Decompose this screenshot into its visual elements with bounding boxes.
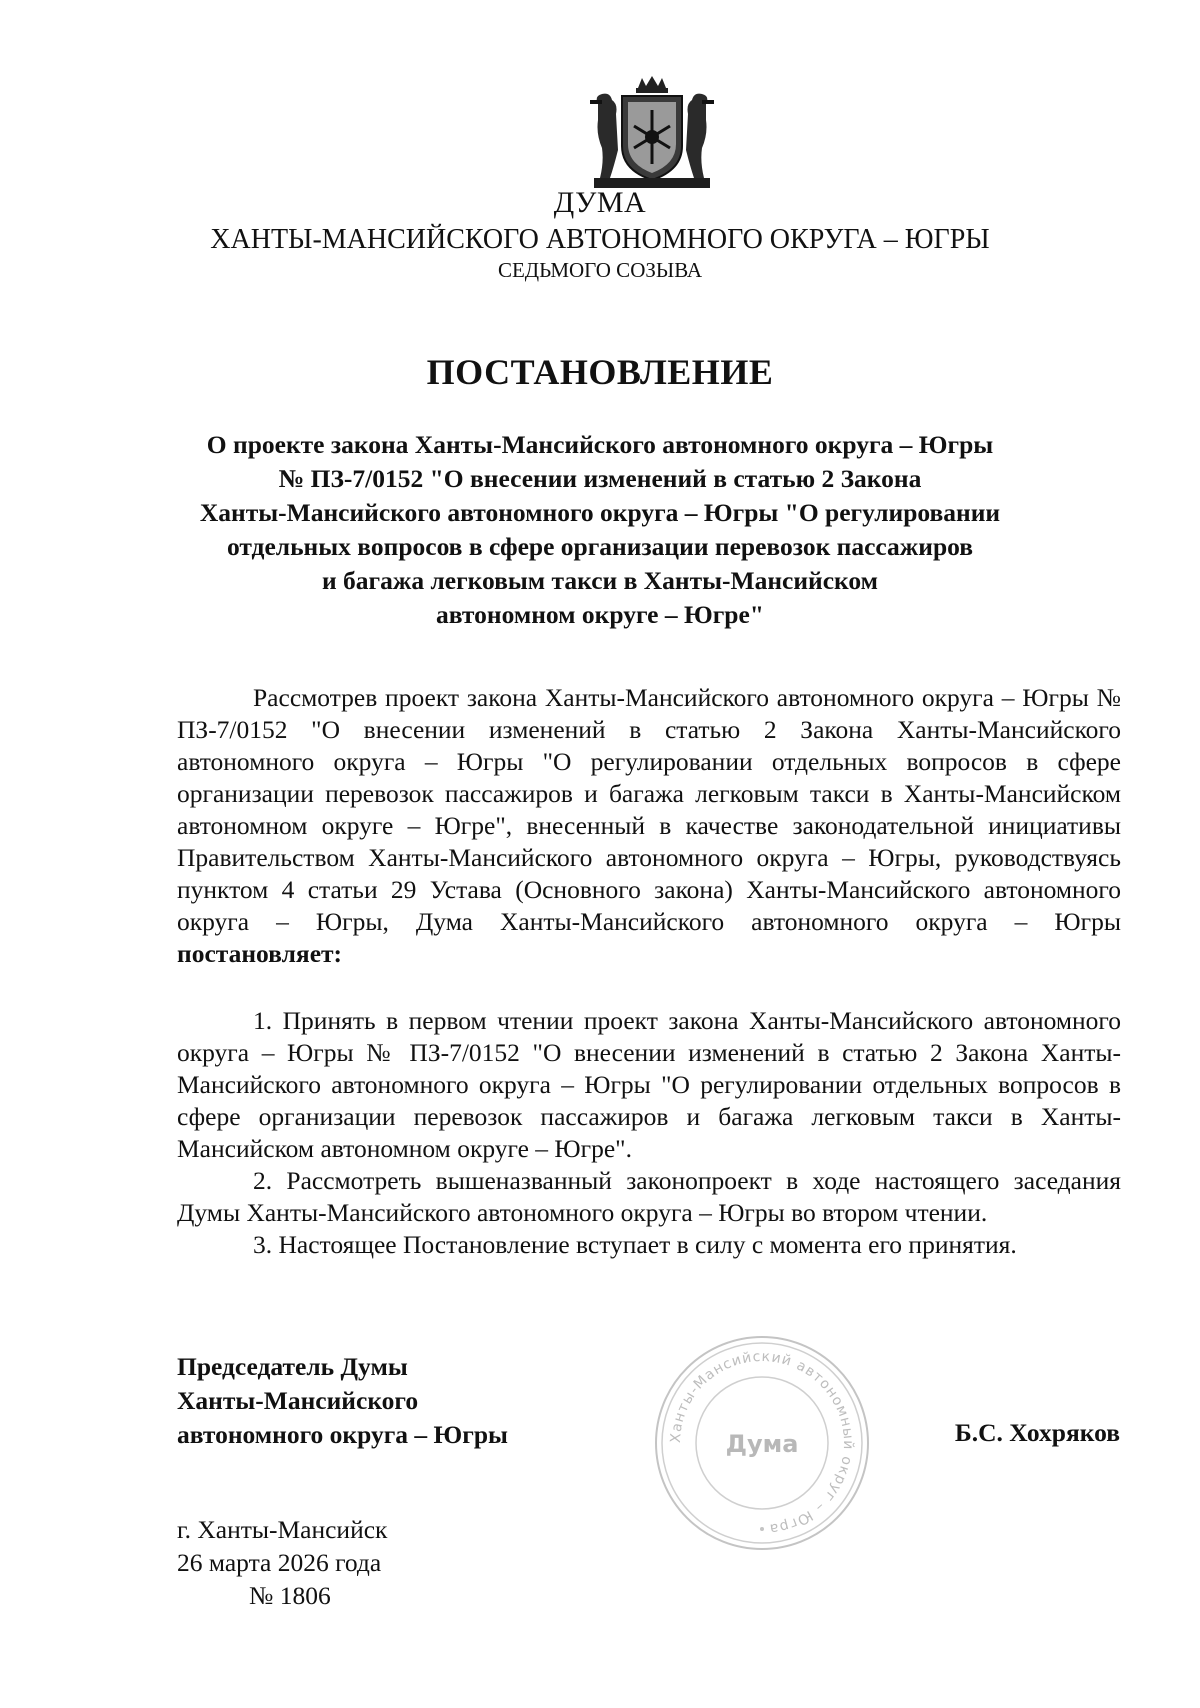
convocation: СЕДЬМОГО СОЗЫВА bbox=[497, 258, 703, 282]
city: г. Ханты-Мансийск bbox=[177, 1515, 388, 1544]
position-line: Председатель Думы bbox=[177, 1352, 408, 1381]
position-line: Ханты-Мансийского bbox=[177, 1386, 419, 1415]
document-footer bbox=[177, 1513, 387, 1612]
subject-line: отдельных вопросов в сфере организации перевозок пассажиров bbox=[226, 532, 974, 561]
subject-line: и багажа легковым такси в Ханты-Мансийском bbox=[321, 566, 879, 595]
resolution-item: 1. Принять в первом чтении проект закона Ханты-Мансийского автономного округа – Югры № ПЗ-7/0152 "О внесении изменений в статью 2 Закона Ханты-Мансийского автономного округа – Югры "О регулировании отдельных вопросов в сфере организации перевозок пассажиров и багажа легковым такси в Ханты-Мансийском автономном округе – Югре". bbox=[177, 1006, 1121, 1163]
subject-line: Ханты-Мансийского автономного округа – Югры "О регулировании bbox=[199, 498, 1001, 527]
document-number: № 1806 bbox=[249, 1581, 331, 1610]
official-seal-stamp bbox=[652, 1333, 872, 1553]
subject-line: О проекте закона Ханты-Мансийского автономного округа – Югры bbox=[206, 430, 994, 459]
date: 26 марта 2026 года bbox=[177, 1548, 382, 1577]
stamp-ring-text: Ханты-Мансийский автономный округ – Югра bbox=[667, 1348, 857, 1537]
signatory-position bbox=[177, 1350, 508, 1452]
document-subject bbox=[180, 428, 1020, 632]
coat-of-arms-icon bbox=[588, 74, 716, 190]
region-name: ХАНТЫ-МАНСИЙСКОГО АВТОНОМНОГО ОКРУГА – ЮГРЫ bbox=[210, 224, 990, 255]
preamble-block bbox=[177, 682, 1121, 970]
preamble-text: Рассмотрев проект закона Ханты-Мансийского автономного округа – Югры № ПЗ-7/0152 "О внесении изменений в статью 2 Закона Ханты-Мансийского автономного округа – Югры "О регулировании отдельных вопросов в сфере организации перевозок пассажиров и багажа легковым такси в Ханты-Мансийском автономном округе – Югре", внесенный в качестве законодательной инициативы Правительством Ханты-Мансийского автономного округа – Югры, руководствуясь пунктом 4 статьи 29 Устава (Основного закона) Ханты-Мансийского автономного округа – Югры, Дума Ханты-Мансийского автономного округа – Югры bbox=[177, 683, 1121, 936]
organization-name: ДУМА bbox=[553, 186, 647, 219]
subject-line: № ПЗ-7/0152 "О внесении изменений в статью 2 Закона bbox=[278, 464, 922, 493]
resolution-item: 2. Рассмотреть вышеназванный законопроект в ходе настоящего заседания Думы Ханты-Мансийского автономного округа – Югры во втором чтении. bbox=[177, 1166, 1121, 1227]
resolution-item: 3. Настоящее Постановление вступает в силу с момента его принятия. bbox=[253, 1230, 1017, 1259]
subject-line: автономном округе – Югре" bbox=[436, 600, 764, 629]
document-type: ПОСТАНОВЛЕНИЕ bbox=[426, 352, 774, 392]
signatory-name: Б.С. Хохряков bbox=[954, 1418, 1120, 1447]
resolves-word: постановляет: bbox=[177, 939, 343, 968]
position-line: автономного округа – Югры bbox=[177, 1420, 508, 1449]
preamble-paragraph bbox=[177, 682, 1121, 970]
resolution-items bbox=[177, 1005, 1121, 1261]
stamp-center-text: Дума bbox=[725, 1430, 799, 1458]
